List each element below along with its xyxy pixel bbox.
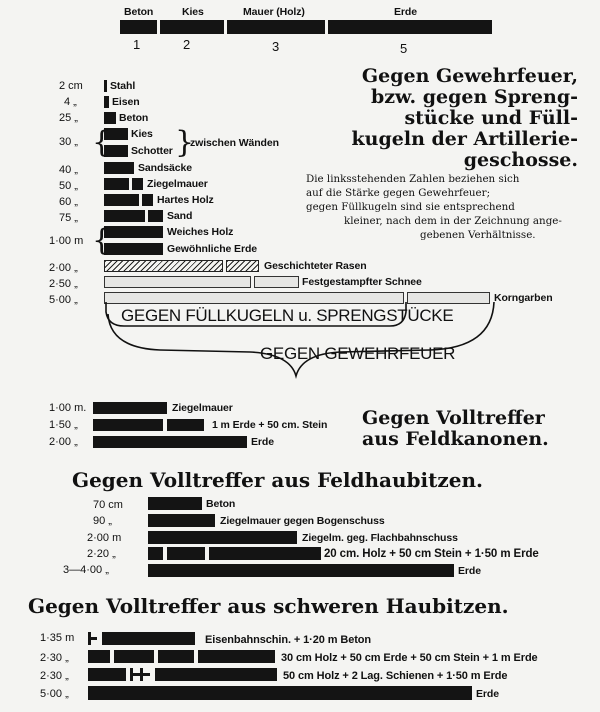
material-bar [88, 650, 110, 663]
material-bar [148, 497, 202, 510]
title-line: bzw. gegen Spreng- [370, 86, 578, 108]
material-label: Gewöhnliche Erde [167, 243, 258, 255]
material-label: Ziegelmauer [172, 402, 233, 414]
hatched-bar [104, 260, 223, 272]
material-bar [132, 178, 143, 190]
scale-num-2: 2 [183, 37, 191, 52]
distance-label: 70 cm [93, 499, 123, 511]
scale-num-1: 1 [133, 37, 141, 52]
material-bar [198, 650, 275, 663]
material-bar [114, 650, 154, 663]
distance-label: 1·00 m [49, 235, 84, 247]
material-bar [158, 650, 194, 663]
gewehrfeuer-label: GEGEN GEWEHRFEUER [260, 344, 456, 363]
material-bar [93, 402, 167, 414]
material-bar [167, 419, 204, 431]
material-label: Beton [206, 498, 236, 510]
hatched-bar [226, 260, 259, 272]
material-bar [104, 194, 139, 206]
scale-label-erde: Erde [394, 6, 417, 18]
between-walls-label: zwischen Wänden [190, 137, 279, 149]
material-label: Kies [131, 128, 153, 140]
material-label: Schotter [131, 145, 173, 157]
scale-bar-mauer [227, 20, 325, 34]
description-line: Die linksstehenden Zahlen beziehen sich [306, 173, 520, 185]
material-label: Sand [167, 210, 193, 222]
distance-label: 2·20 „ [87, 548, 116, 560]
material-bar [148, 547, 163, 560]
material-label: Hartes Holz [157, 194, 214, 206]
material-label: Erde [251, 436, 274, 448]
material-label: Ziegelmauer gegen Bogenschuss [220, 515, 385, 527]
material-label: Geschichteter Rasen [264, 260, 367, 272]
scale-bar-beton [120, 20, 157, 34]
rail-profile-icon [143, 673, 150, 676]
material-label: Ziegelmauer [147, 178, 208, 190]
scale-label-kies: Kies [182, 6, 204, 18]
scale-bar-erde [328, 20, 492, 34]
material-bar [104, 162, 134, 174]
distance-label: 2·00 m [87, 532, 122, 544]
distance-label: 2·30 „ [40, 670, 69, 682]
distance-label: 5·00 „ [49, 294, 78, 306]
material-label: Erde [458, 565, 481, 577]
distance-label: 1·50 „ [49, 419, 78, 431]
material-bar [104, 80, 107, 92]
distance-label: 3—4·00 „ [63, 564, 109, 576]
scale-num-3: 3 [272, 39, 280, 54]
title-line: Gegen Volltreffer [362, 407, 545, 429]
material-bar [104, 226, 163, 238]
material-bar [104, 210, 145, 222]
material-label: Sandsäcke [138, 162, 192, 174]
section1-description [306, 172, 562, 242]
material-bar [88, 686, 472, 700]
title-line: geschosse. [463, 149, 578, 171]
material-bar [104, 243, 163, 255]
snow-bar [104, 276, 251, 288]
distance-label: 2·00 „ [49, 436, 78, 448]
scale-bar-kies [160, 20, 224, 34]
section3-title: Gegen Volltreffer aus Feldhaubitzen. [72, 468, 483, 492]
distance-label: 30 „ [59, 136, 78, 148]
distance-label: 1·35 m [40, 632, 75, 644]
material-label: 50 cm Holz + 2 Lag. Schienen + 1·50 m Erde [283, 670, 508, 682]
section4-title: Gegen Volltreffer aus schweren Haubitzen. [28, 594, 509, 618]
material-bar [148, 564, 454, 577]
description-line: auf die Stärke gegen Gewehrfeuer; [306, 187, 491, 199]
distance-label: 2·30 „ [40, 652, 69, 664]
section2-title [362, 408, 549, 450]
right-brace: } [175, 125, 195, 160]
distance-label: 25 „ [59, 112, 78, 124]
material-label: 20 cm. Holz + 50 cm Stein + 1·50 m Erde [324, 548, 539, 560]
distance-label: 2·50 „ [49, 278, 78, 290]
material-bar [148, 531, 297, 544]
distance-label: 50 „ [59, 180, 78, 192]
material-label: 1 m Erde + 50 cm. Stein [212, 419, 328, 431]
title-line: aus Feldkanonen. [362, 428, 549, 450]
distance-label: 2 cm [59, 80, 83, 92]
material-bar [93, 436, 247, 448]
distance-label: 4 „ [64, 96, 77, 108]
material-bar [167, 547, 205, 560]
material-label: Eisenbahnschin. + 1·20 m Beton [205, 634, 372, 646]
description-line: kleiner, nach dem in der Zeichnung ange- [344, 215, 562, 227]
material-label: Erde [476, 688, 499, 700]
material-label: Ziegelm. geg. Flachbahnschuss [302, 532, 458, 544]
material-label: 30 cm Holz + 50 cm Erde + 50 cm Stein + 1 m Erde [281, 652, 538, 664]
material-bar [104, 112, 116, 124]
title-line: stücke und Füll- [404, 107, 578, 129]
material-label: Beton [119, 112, 149, 124]
material-label: Stahl [110, 80, 136, 92]
distance-label: 40 „ [59, 164, 78, 176]
fuellkugeln-label: GEGEN FÜLLKUGELN u. SPRENGSTÜCKE [121, 306, 454, 325]
distance-label: 2·00 „ [49, 262, 78, 274]
title-line: Gegen Gewehrfeuer, [361, 65, 578, 87]
material-bar [142, 194, 153, 206]
title-line: kugeln der Artillerie- [351, 128, 578, 150]
rail-profile-icon [91, 637, 97, 640]
material-bar [148, 210, 163, 222]
material-label: Korngarben [494, 292, 553, 304]
snow-bar [254, 276, 299, 288]
material-label: Festgestampfter Schnee [302, 276, 422, 288]
left-brace: { [92, 125, 112, 160]
description-line: gegen Füllkugeln sind sie entsprechend [306, 201, 515, 213]
material-bar [104, 178, 129, 190]
material-bar [88, 668, 126, 681]
section1-title [352, 66, 578, 171]
distance-label: 5·00 „ [40, 688, 69, 700]
material-bar [102, 632, 195, 645]
material-bar [148, 514, 215, 527]
scale-num-5: 5 [400, 41, 408, 56]
distance-label: 90 „ [93, 515, 112, 527]
scale-label-mauer: Mauer (Holz) [243, 6, 305, 18]
distance-label: 60 „ [59, 196, 78, 208]
material-bar [104, 96, 109, 108]
rail-profile-icon [133, 673, 140, 676]
distance-label: 1·00 m. [49, 402, 87, 414]
left-brace: { [92, 223, 112, 258]
description-line: gebenen Verhältnisse. [420, 229, 536, 241]
material-bar [209, 547, 321, 560]
material-label: Weiches Holz [167, 226, 234, 238]
distance-label: 75 „ [59, 212, 78, 224]
material-bar [155, 668, 277, 681]
material-bar [93, 419, 163, 431]
material-label: Eisen [112, 96, 140, 108]
scale-label-beton: Beton [124, 6, 154, 18]
